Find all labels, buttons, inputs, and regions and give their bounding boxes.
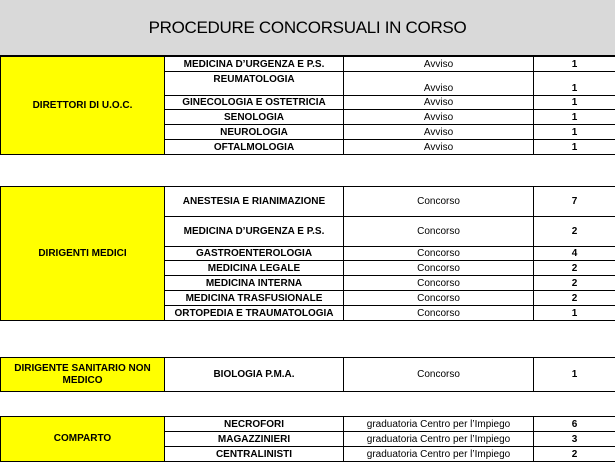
count-cell: 1 [534,110,615,125]
specialty-cell: MEDICINA INTERNA [165,276,344,291]
procedure-type-cell: Concorso [344,247,534,261]
table-row [1,187,615,217]
count-cell: 4 [534,247,615,261]
count-cell: 1 [534,140,615,155]
specialty-cell: SENOLOGIA [165,110,344,125]
specialty-cell: MEDICINA TRASFUSIONALE [165,291,344,306]
specialty-cell: MEDICINA LEGALE [165,261,344,276]
procedure-type-cell: Avviso [344,110,534,125]
count-cell: 1 [534,72,615,96]
procedure-type-cell: Concorso [344,217,534,247]
specialty-cell: NEUROLOGIA [165,125,344,140]
count-cell: 2 [534,217,615,247]
count-cell: 1 [534,125,615,140]
group-label: DIRIGENTE SANITARIO NON MEDICO [1,358,165,392]
specialty-cell: GINECOLOGIA E OSTETRICIA [165,96,344,110]
specialty-cell: REUMATOLOGIA [165,72,344,96]
count-cell: 6 [534,417,615,432]
table-row [1,57,615,72]
group-label: DIRIGENTI MEDICI [1,187,165,321]
count-cell: 2 [534,261,615,276]
group-label: COMPARTO [1,417,165,462]
specialty-cell: BIOLOGIA P.M.A. [165,358,344,392]
specialty-cell: NECROFORI [165,417,344,432]
section-dirigente-sanitario [0,357,615,392]
group-label: DIRETTORI DI U.O.C. [1,57,165,155]
count-cell: 7 [534,187,615,217]
procedure-type-cell: Avviso [344,96,534,110]
count-cell: 1 [534,57,615,72]
procedure-type-cell: graduatoria Centro per l’Impiego [344,447,534,462]
count-cell: 1 [534,358,615,392]
procedure-type-cell: Concorso [344,187,534,217]
section-comparto [0,416,615,462]
procedure-type-cell: Concorso [344,358,534,392]
procedure-type-cell: Concorso [344,306,534,321]
procedure-type-cell: graduatoria Centro per l’Impiego [344,417,534,432]
specialty-cell: MEDICINA D’URGENZA E P.S. [165,217,344,247]
specialty-cell: MAGAZZINIERI [165,432,344,447]
count-cell: 2 [534,447,615,462]
specialty-cell: OFTALMOLOGIA [165,140,344,155]
procedure-type-cell: Avviso [344,57,534,72]
procedure-type-cell: Concorso [344,261,534,276]
specialty-cell: MEDICINA D’URGENZA E P.S. [165,57,344,72]
section-dirigenti-medici [0,186,615,321]
table-row [1,358,615,392]
count-cell: 1 [534,306,615,321]
specialty-cell: CENTRALINISTI [165,447,344,462]
section-direttori-uoc [0,56,615,155]
specialty-cell: ORTOPEDIA E TRAUMATOLOGIA [165,306,344,321]
count-cell: 2 [534,291,615,306]
procedure-type-cell: Avviso [344,125,534,140]
procedure-type-cell: Avviso [344,72,534,96]
title-bar [0,0,615,56]
count-cell: 2 [534,276,615,291]
procedure-type-cell: Avviso [344,140,534,155]
count-cell: 1 [534,96,615,110]
procedure-type-cell: Concorso [344,276,534,291]
specialty-cell: ANESTESIA E RIANIMAZIONE [165,187,344,217]
page-title: PROCEDURE CONCORSUALI IN CORSO [148,17,467,37]
procedure-type-cell: graduatoria Centro per l’Impiego [344,432,534,447]
count-cell: 3 [534,432,615,447]
table-row [1,417,615,432]
procedure-type-cell: Concorso [344,291,534,306]
specialty-cell: GASTROENTEROLOGIA [165,247,344,261]
